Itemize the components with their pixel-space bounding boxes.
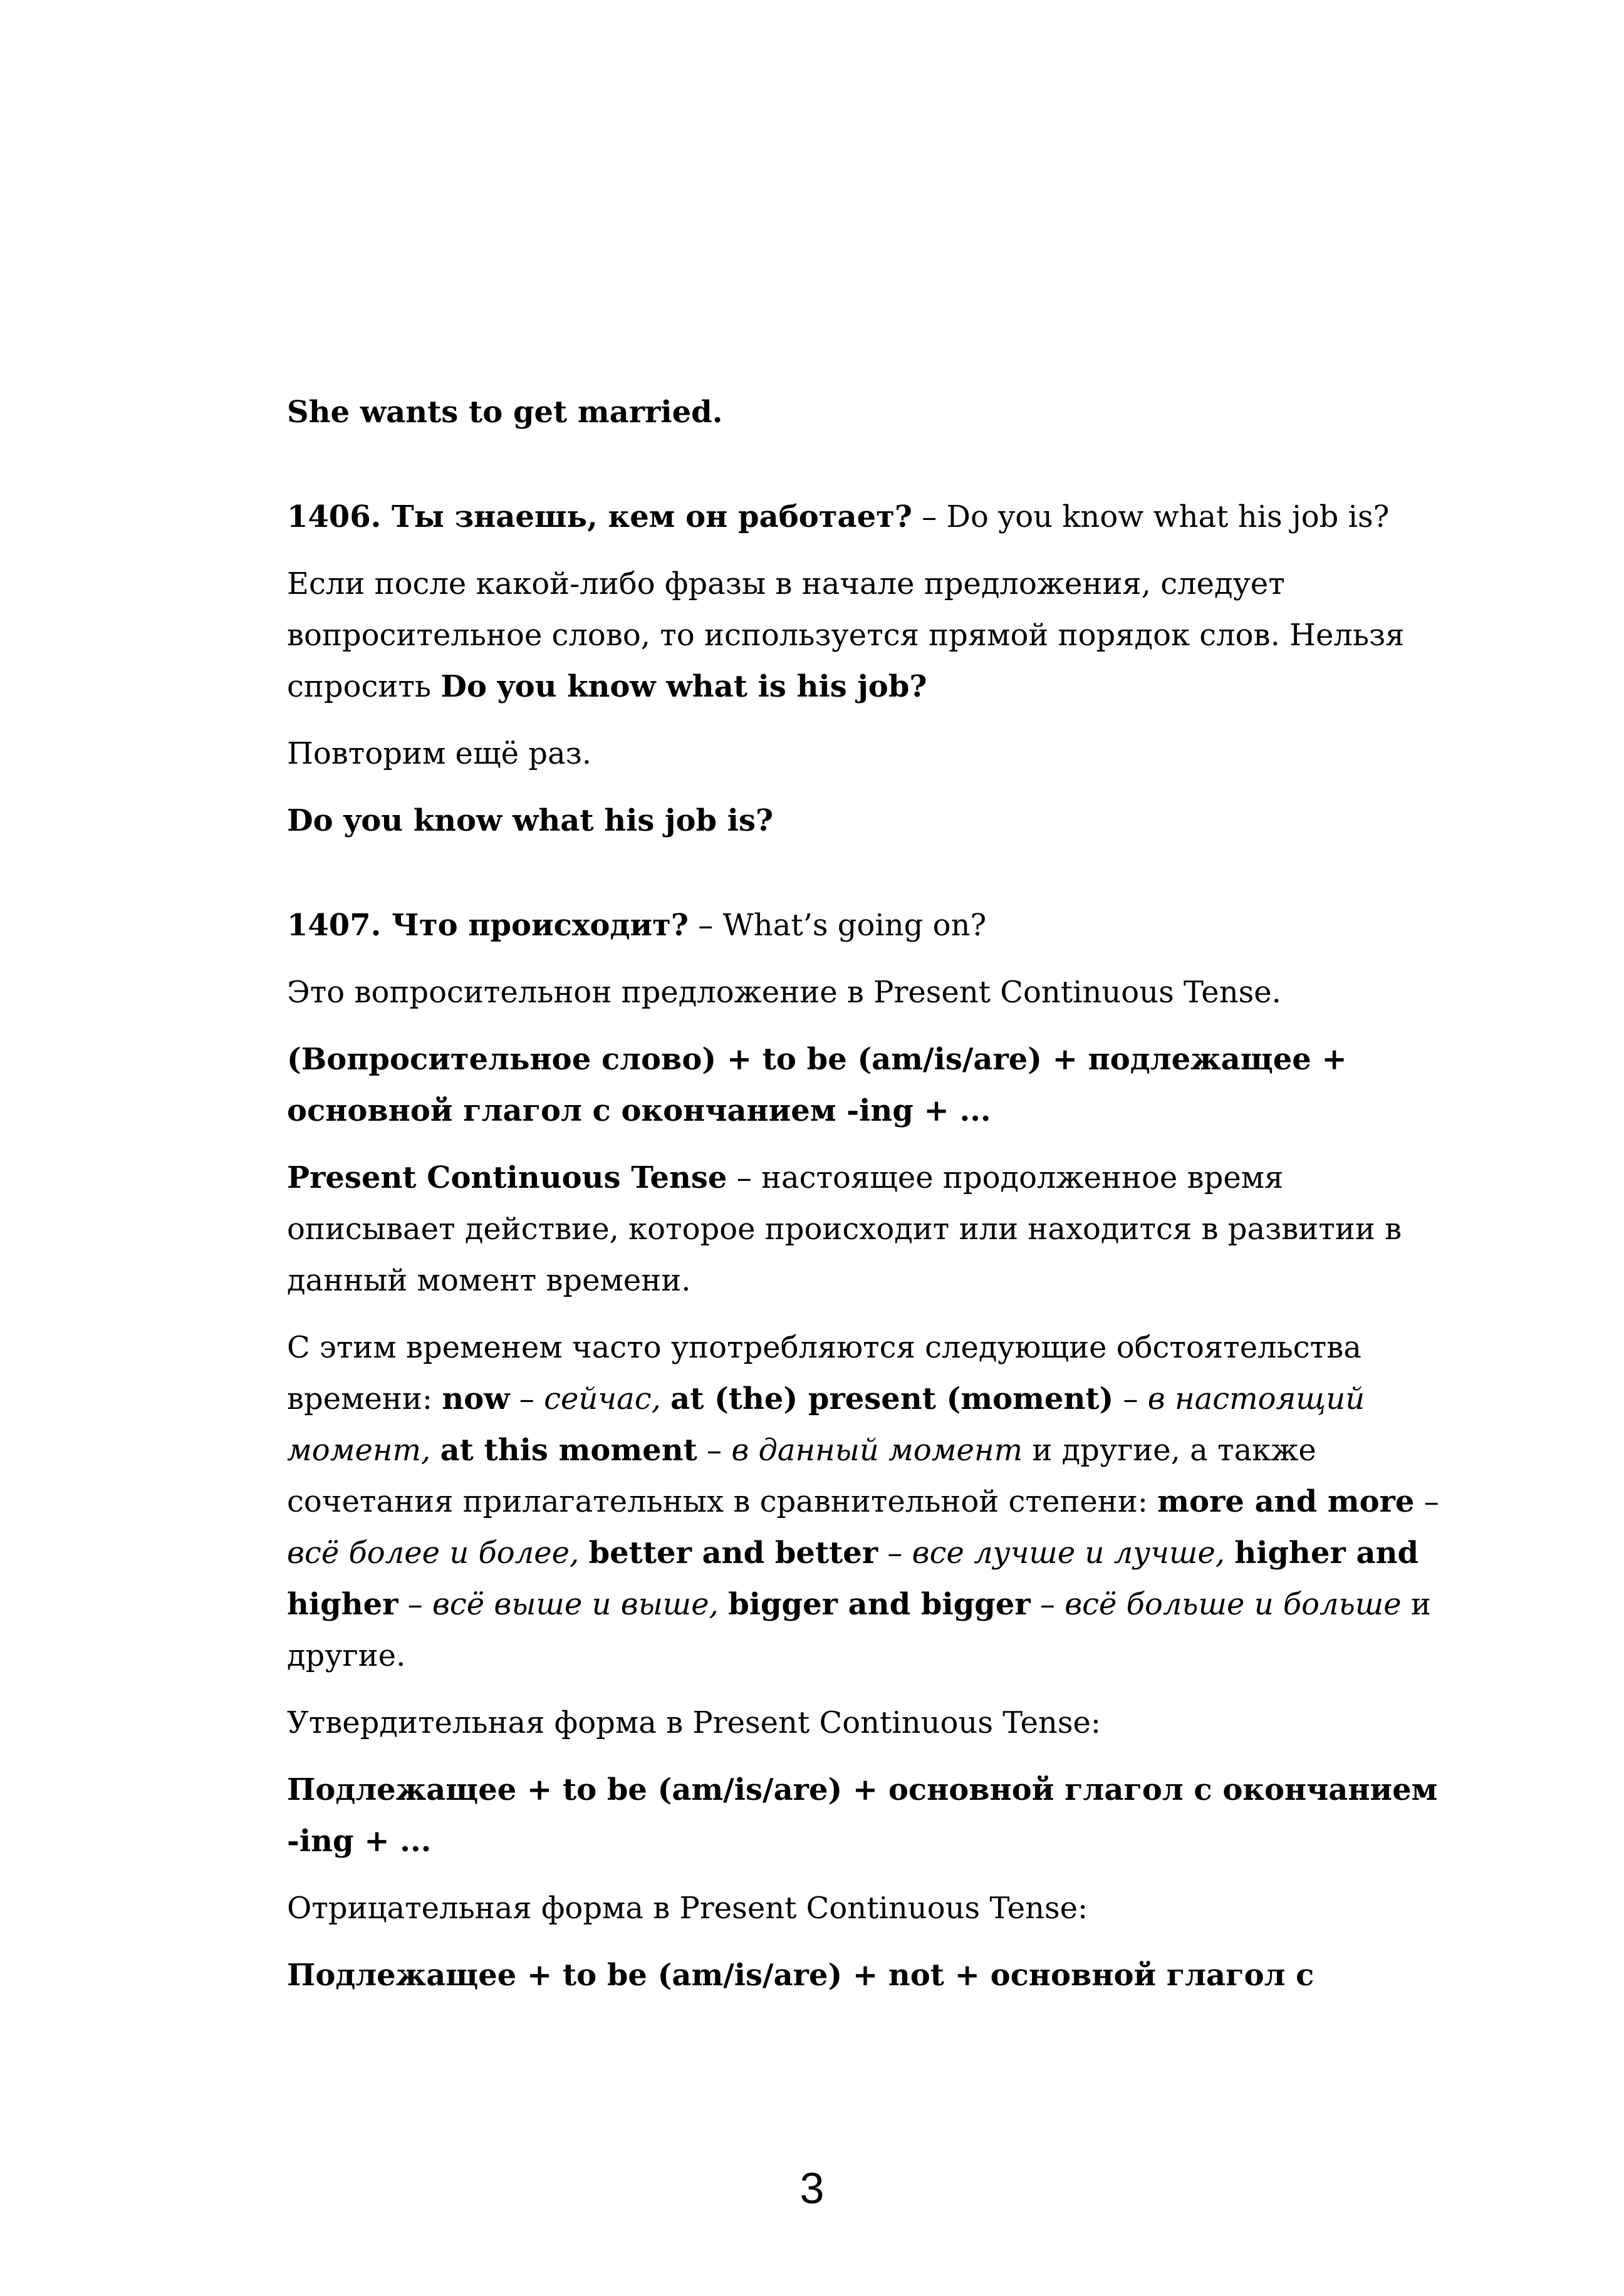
text-run: Это вопросительнон предложение в Present Continuous Tense. bbox=[287, 975, 1281, 1010]
paragraph bbox=[287, 558, 1440, 712]
paragraph bbox=[287, 1152, 1440, 1306]
text-run: Утвердительная форма в Present Continuous Tense: bbox=[287, 1705, 1101, 1740]
text-run: Do you know what his job is? bbox=[287, 803, 774, 838]
text-run: – bbox=[398, 1587, 432, 1622]
text-run: сейчас, bbox=[544, 1381, 661, 1416]
text-run: все лучше и лучше, bbox=[912, 1535, 1226, 1571]
text-run: Present Continuous Tense bbox=[287, 1160, 727, 1195]
paragraph bbox=[287, 1883, 1440, 1934]
text-run: – настоящее продолженное время описывает действие, которое происходит или находится в развитии в данный момент времени. bbox=[287, 1160, 1402, 1298]
text-run: – bbox=[1030, 1587, 1065, 1622]
text-run: 1406. Ты знаешь, кем он работает? bbox=[287, 499, 912, 534]
text-run: – bbox=[1414, 1484, 1439, 1519]
text-run: С этим временем часто употребляются следующие обстоятельства времени: bbox=[287, 1330, 1361, 1416]
text-run bbox=[430, 1433, 440, 1468]
text-run: всё выше и выше, bbox=[432, 1587, 719, 1622]
text-run: всё более и более, bbox=[287, 1535, 580, 1571]
paragraph bbox=[287, 967, 1440, 1018]
page-number: 3 bbox=[799, 2164, 825, 2213]
paragraph bbox=[287, 728, 1440, 779]
text-run: better and better bbox=[588, 1535, 878, 1571]
section-heading bbox=[287, 900, 1440, 951]
paragraph bbox=[287, 387, 1440, 438]
section-heading bbox=[287, 491, 1440, 543]
text-run: в настоящий момент, bbox=[287, 1381, 1365, 1468]
text-run: Отрицательная форма в Present Continuous Tense: bbox=[287, 1891, 1088, 1926]
paragraph bbox=[287, 1322, 1440, 1681]
text-run: – bbox=[697, 1433, 732, 1468]
text-run bbox=[661, 1381, 670, 1416]
text-run: – bbox=[878, 1535, 912, 1571]
text-run: – bbox=[1113, 1381, 1148, 1416]
text-run: She wants to get married. bbox=[287, 395, 723, 430]
text-run: – Do you know what his job is? bbox=[912, 499, 1390, 534]
document-body bbox=[287, 387, 1440, 2017]
text-run: at this moment bbox=[440, 1433, 697, 1468]
text-run: 1407. Что происходит? bbox=[287, 908, 689, 943]
text-run: и другие. bbox=[287, 1587, 1431, 1673]
text-run bbox=[719, 1587, 728, 1622]
text-run: bigger and bigger bbox=[728, 1587, 1031, 1622]
paragraph bbox=[287, 1034, 1440, 1136]
text-run: Повторим ещё раз. bbox=[287, 736, 592, 771]
text-run: в данный момент bbox=[731, 1433, 1023, 1468]
text-run: Если после какой-либо фразы в начале предложения, следует вопросительное слово, то используется прямой порядок слов. Нельзя спросить bbox=[287, 566, 1405, 704]
paragraph bbox=[287, 1764, 1440, 1867]
text-run: всё больше и больше bbox=[1064, 1587, 1402, 1622]
paragraph bbox=[287, 795, 1440, 846]
text-run: (Вопросительное слово) + to be (am/is/are) + подлежащее + основной глагол с окончанием -ing + ... bbox=[287, 1042, 1347, 1128]
text-run: more and more bbox=[1157, 1484, 1415, 1519]
text-run: – bbox=[509, 1381, 544, 1416]
paragraph bbox=[287, 1950, 1440, 2001]
text-run: higher and higher bbox=[287, 1535, 1419, 1622]
text-run: now bbox=[442, 1381, 510, 1416]
text-run bbox=[1225, 1535, 1234, 1571]
text-run: at (the) present (moment) bbox=[670, 1381, 1114, 1416]
text-run bbox=[579, 1535, 588, 1571]
text-run: Подлежащее + to be (am/is/are) + основной глагол с окончанием -ing + ... bbox=[287, 1772, 1438, 1859]
text-run: Подлежащее + to be (am/is/are) + not + основной глагол с bbox=[287, 1958, 1314, 1993]
text-run: Do you know what is his job? bbox=[440, 669, 927, 704]
text-run: и другие, а также сочетания прилагательных в сравнительной степени: bbox=[287, 1433, 1316, 1519]
paragraph bbox=[287, 1697, 1440, 1748]
text-run: – What’s going on? bbox=[688, 908, 987, 943]
